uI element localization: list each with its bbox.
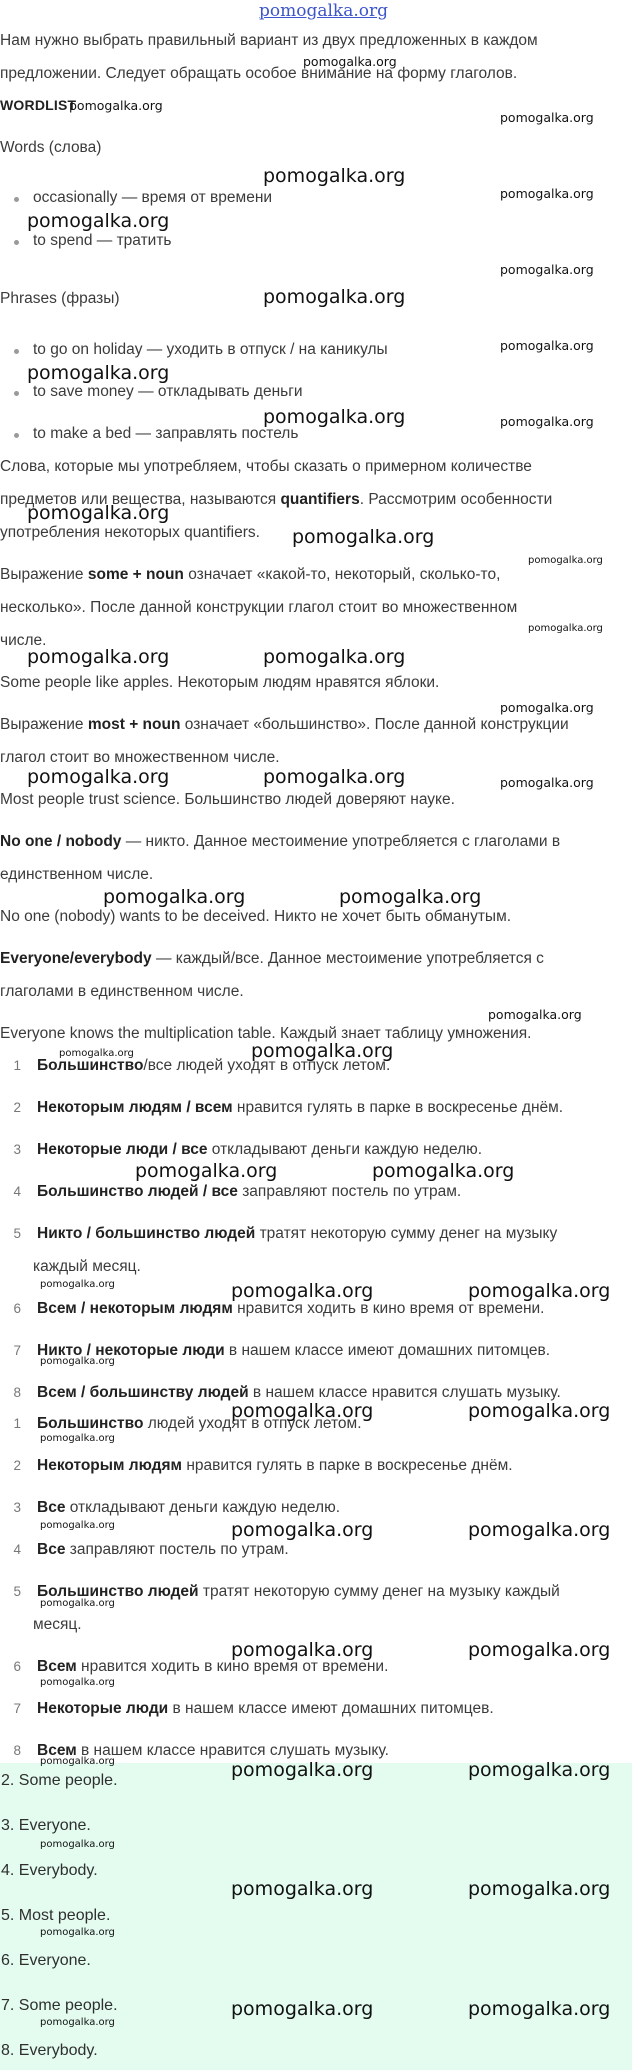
watermark: pomogalka.org (372, 1160, 515, 1182)
solution-item: Большинство людей уходят в отпуск летом. (37, 1415, 362, 1432)
quantifiers-line-3: употребления некоторых quantifiers. (0, 524, 260, 541)
some-example: Some people like apples. Некоторым людям нравятся яблоки. (0, 674, 440, 691)
bullet-icon (14, 433, 19, 438)
watermark: pomogalka.org (263, 286, 406, 308)
some-rule-line-1: Выражение some + noun означает «какой-то, некоторый, сколько-то, (0, 566, 501, 583)
watermark: pomogalka.org (27, 210, 170, 232)
everyone-rule-line-1: Everyone/everybody — каждый/все. Данное местоимение употребляется с (0, 950, 544, 967)
task-number: 3 (13, 1142, 21, 1157)
most-example: Most people trust science. Большинство людей доверяют науке. (0, 791, 455, 808)
watermark: pomogalka.org (468, 1639, 611, 1661)
task-number: 4 (13, 1184, 21, 1199)
solution-number: 2 (13, 1458, 21, 1473)
bullet-icon (14, 349, 19, 354)
task-item-continuation: каждый месяц. (33, 1258, 141, 1275)
watermark: pomogalka.org (40, 1598, 115, 1609)
answer-item: 4. Everybody. (1, 1862, 98, 1879)
bullet-icon (14, 391, 19, 396)
watermark: pomogalka.org (40, 1356, 115, 1367)
task-item: Всем / большинству людей в нашем классе нравится слушать музыку. (37, 1384, 561, 1401)
watermark: pomogalka.org (231, 1400, 374, 1422)
watermark: pomogalka.org (231, 1759, 374, 1781)
solution-number: 5 (13, 1584, 21, 1599)
noone-rule-line-1: No one / nobody — никто. Данное местоимение употребляется с глаголами в (0, 833, 561, 850)
watermark: pomogalka.org (103, 886, 246, 908)
watermark: pomogalka.org (40, 2017, 115, 2028)
watermark: pomogalka.org (59, 1048, 134, 1059)
word-item: occasionally — время от времени (33, 189, 273, 206)
solution-item-continuation: месяц. (33, 1616, 82, 1633)
watermark: pomogalka.org (251, 1040, 394, 1062)
quantifiers-line-2: предметов или вещества, называются quantifiers. Рассмотрим особенности (0, 491, 553, 508)
task-item: Большинство/все людей уходят в отпуск летом. (37, 1057, 391, 1074)
watermark: pomogalka.org (40, 1279, 115, 1290)
watermark: pomogalka.org (528, 623, 603, 634)
watermark: pomogalka.org (231, 1878, 374, 1900)
everyone-rule-line-2: глаголами в единственном числе. (0, 983, 244, 1000)
watermark: pomogalka.org (488, 1007, 582, 1022)
task-number: 1 (13, 1058, 21, 1073)
quantifiers-line-1: Слова, которые мы употребляем, чтобы сказать о примерном количестве (0, 458, 532, 475)
noone-rule-line-2: единственном числе. (0, 866, 154, 883)
intro-line-2: предложении. Следует обращать особое внимание на форму глаголов. (0, 65, 518, 82)
answer-item: 8. Everybody. (1, 2042, 98, 2059)
solution-item: Всем в нашем классе нравится слушать музыку. (37, 1742, 389, 1759)
watermark: pomogalka.org (528, 555, 603, 566)
watermark: pomogalka.org (303, 54, 397, 69)
watermark: pomogalka.org (69, 98, 163, 113)
solution-item: Всем нравится ходить в кино время от времени. (37, 1658, 389, 1675)
watermark: pomogalka.org (27, 502, 170, 524)
watermark: pomogalka.org (500, 775, 594, 790)
some-rule-line-3: числе. (0, 632, 47, 649)
watermark: pomogalka.org (468, 1878, 611, 1900)
noone-example: No one (nobody) wants to be deceived. Никто не хочет быть обманутым. (0, 908, 512, 925)
task-item: Некоторые люди / все откладывают деньги каждую неделю. (37, 1141, 483, 1158)
task-item: Всем / некоторым людям нравится ходить в кино время от времени. (37, 1300, 545, 1317)
watermark: pomogalka.org (40, 1756, 115, 1767)
task-number: 8 (13, 1385, 21, 1400)
solution-number: 8 (13, 1743, 21, 1758)
watermark: pomogalka.org (263, 646, 406, 668)
intro-line-1: Нам нужно выбрать правильный вариант из двух предложенных в каждом (0, 32, 538, 49)
everyone-example: Everyone knows the multiplication table. Каждый знает таблицу умножения. (0, 1025, 532, 1042)
watermark: pomogalka.org (40, 1677, 115, 1688)
phrase-item: to go on holiday — уходить в отпуск / на каникулы (33, 341, 388, 358)
task-number: 2 (13, 1100, 21, 1115)
watermark: pomogalka.org (468, 1280, 611, 1302)
watermark: pomogalka.org (468, 1400, 611, 1422)
solution-item: Некоторым людям нравится гулять в парке в воскресенье днём. (37, 1457, 513, 1474)
bullet-icon (14, 197, 19, 202)
watermark: pomogalka.org (40, 1520, 115, 1531)
solution-number: 3 (13, 1500, 21, 1515)
task-item: Большинство людей / все заправляют постель по утрам. (37, 1183, 462, 1200)
watermark: pomogalka.org (231, 1639, 374, 1661)
watermark: pomogalka.org (500, 186, 594, 201)
watermark: pomogalka.org (263, 406, 406, 428)
task-item: Некоторым людям / всем нравится гулять в парке в воскресенье днём. (37, 1099, 564, 1116)
watermark: pomogalka.org (263, 165, 406, 187)
answer-item: 3. Everyone. (1, 1817, 91, 1834)
phrases-heading: Phrases (фразы) (0, 290, 120, 307)
phrase-item: to make a bed — заправлять постель (33, 425, 299, 442)
watermark: pomogalka.org (27, 646, 170, 668)
task-number: 5 (13, 1226, 21, 1241)
solution-number: 7 (13, 1701, 21, 1716)
watermark: pomogalka.org (500, 700, 594, 715)
watermark: pomogalka.org (40, 1927, 115, 1938)
some-rule-line-2: несколько». После данной конструкции глагол стоит во множественном (0, 599, 518, 616)
solution-item: Все заправляют постель по утрам. (37, 1541, 289, 1558)
watermark: pomogalka.org (40, 1839, 115, 1850)
watermark: pomogalka.org (500, 110, 594, 125)
watermark: pomogalka.org (339, 886, 482, 908)
watermark: pomogalka.org (27, 362, 170, 384)
watermark: pomogalka.org (468, 1519, 611, 1541)
bullet-icon (14, 240, 19, 245)
task-number: 6 (13, 1301, 21, 1316)
most-rule-line-1: Выражение most + noun означает «большинство». После данной конструкции (0, 716, 569, 733)
watermark: pomogalka.org (40, 1433, 115, 1444)
answer-item: 7. Some people. (1, 1997, 118, 2014)
task-item: Никто / некоторые люди в нашем классе имеют домашних питомцев. (37, 1342, 551, 1359)
watermark: pomogalka.org (231, 1280, 374, 1302)
watermark: pomogalka.org (500, 414, 594, 429)
solution-number: 1 (13, 1416, 21, 1431)
answer-item: 2. Some people. (1, 1772, 118, 1789)
word-item: to spend — тратить (33, 232, 172, 249)
task-number: 7 (13, 1343, 21, 1358)
watermark: pomogalka.org (500, 262, 594, 277)
solution-number: 4 (13, 1542, 21, 1557)
watermark: pomogalka.org (135, 1160, 278, 1182)
watermark: pomogalka.org (292, 526, 435, 548)
watermark: pomogalka.org (27, 766, 170, 788)
watermark: pomogalka.org (468, 1759, 611, 1781)
most-rule-line-2: глагол стоит во множественном числе. (0, 749, 280, 766)
solution-number: 6 (13, 1659, 21, 1674)
wordlist-title: WORDLIST (0, 97, 77, 113)
watermark: pomogalka.org (263, 766, 406, 788)
watermark: pomogalka.org (500, 338, 594, 353)
phrase-item: to save money — откладывать деньги (33, 383, 303, 400)
site-header-link[interactable]: pomogalka.org (259, 1, 389, 21)
answer-item: 6. Everyone. (1, 1952, 91, 1969)
watermark: pomogalka.org (231, 1519, 374, 1541)
answer-item: 5. Most people. (1, 1907, 111, 1924)
watermark: pomogalka.org (231, 1998, 374, 2020)
solution-item: Некоторые люди в нашем классе имеют домашних питомцев. (37, 1700, 494, 1717)
solution-item: Большинство людей тратят некоторую сумму денег на музыку каждый (37, 1583, 560, 1600)
solution-item: Все откладывают деньги каждую неделю. (37, 1499, 341, 1516)
task-item: Никто / большинство людей тратят некоторую сумму денег на музыку (37, 1225, 558, 1242)
watermark: pomogalka.org (468, 1998, 611, 2020)
words-heading: Words (слова) (0, 139, 102, 156)
